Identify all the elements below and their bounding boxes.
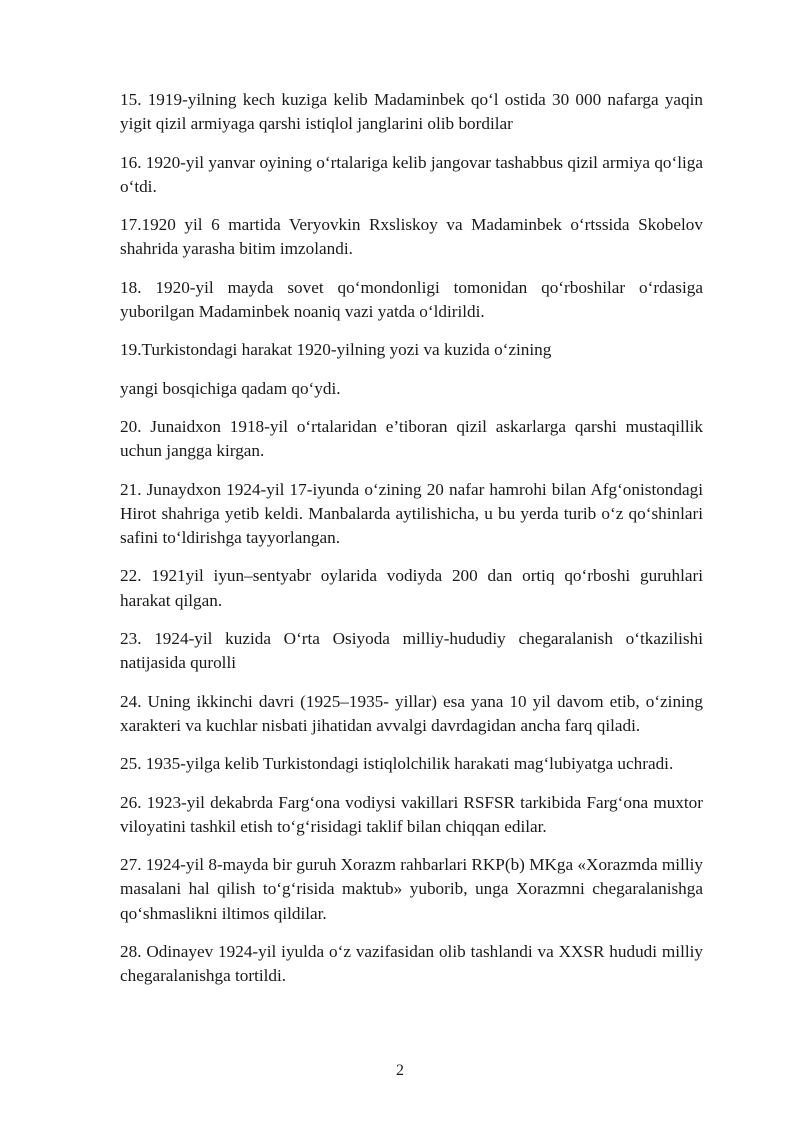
paragraph-28: 28. Odinayev 1924-yil iyulda o‘z vazifasidan olib tashlandi va XXSR hududi milliy chegaralanishga tortildi. [120, 942, 703, 986]
page-body [120, 88, 703, 1003]
paragraph-22: 22. 1921yil iyun–sentyabr oylarida vodiyda 200 dan ortiq qo‘rboshi guruhlari harakat qilgan. [120, 566, 703, 610]
paragraph-17: 17.1920 yil 6 martida Veryovkin Rxsliskoy va Madaminbek o‘rtssida Skobelov shahrida yarasha bitim imzolandi. [120, 215, 703, 259]
paragraph-25: 25. 1935-yilga kelib Turkistondagi istiqlolchilik harakati mag‘lubiyatga uchradi. [120, 754, 674, 774]
page-number: 2 [396, 1062, 404, 1079]
paragraph-23: 23. 1924-yil kuzida O‘rta Osiyoda milliy-hududiy chegaralanish o‘tkazilishi natijasida qurolli [120, 629, 703, 673]
paragraph-18: 18. 1920-yil mayda sovet qo‘mondonligi tomonidan qo‘rboshilar o‘rdasiga yuborilgan Madaminbek noaniq vazi yatda o‘ldirildi. [120, 277, 703, 322]
paragraph-24: 24. Uning ikkinchi davri (1925–1935- yillar) esa yana 10 yil davom etib, o‘zining xarakteri va kuchlar nisbati jihatidan avvalgi davrdagidan ancha farq qiladi. [120, 691, 703, 735]
paragraph-16: 16. 1920-yil yanvar oyining o‘rtalariga kelib jangovar tashabbus qizil armiya qo‘liga o‘tdi. [120, 152, 703, 196]
paragraph-20: 20. Junaidxon 1918-yil o‘rtalaridan e’tiboran qizil askarlarga qarshi mustaqillik uchun jangga kirgan. [120, 416, 703, 461]
paragraph-21: 21. Junaydxon 1924-yil 17-iyunda o‘zining 20 nafar hamrohi bilan Afg‘onistondagi Hirot shahriga yetib keldi. Manbalarda aytilishicha, u bu yerda turib o‘z qo‘shinlari safini to‘ldirishga tayyorlangan. [120, 479, 703, 548]
paragraph-19-continuation: yangi bosqichiga qadam qo‘ydi. [120, 378, 341, 398]
paragraph-15: 15. 1919-yilning kech kuziga kelib Madaminbek qo‘l ostida 30 000 nafarga yaqin yigit qizil armiyaga qarshi istiqlol janglarini olib bordilar [120, 90, 703, 134]
paragraph-19: 19.Turkistondagi harakat 1920-yilning yozi va kuzida o‘zining [120, 340, 552, 360]
paragraph-27: 27. 1924-yil 8-mayda bir guruh Xorazm rahbarlari RKP(b) MKga «Xorazmda milliy masalani hal qilish to‘g‘risida maktub» yuborib, unga Xorazmni chegaralanishga qo‘shmaslikni iltimos qildilar. [120, 855, 703, 923]
paragraph-26: 26. 1923-yil dekabrda Farg‘ona vodiysi vakillari RSFSR tarkibida Farg‘ona muxtor viloyatini tashkil etish to‘g‘risidagi taklif bilan chiqqan edilar. [120, 792, 703, 836]
